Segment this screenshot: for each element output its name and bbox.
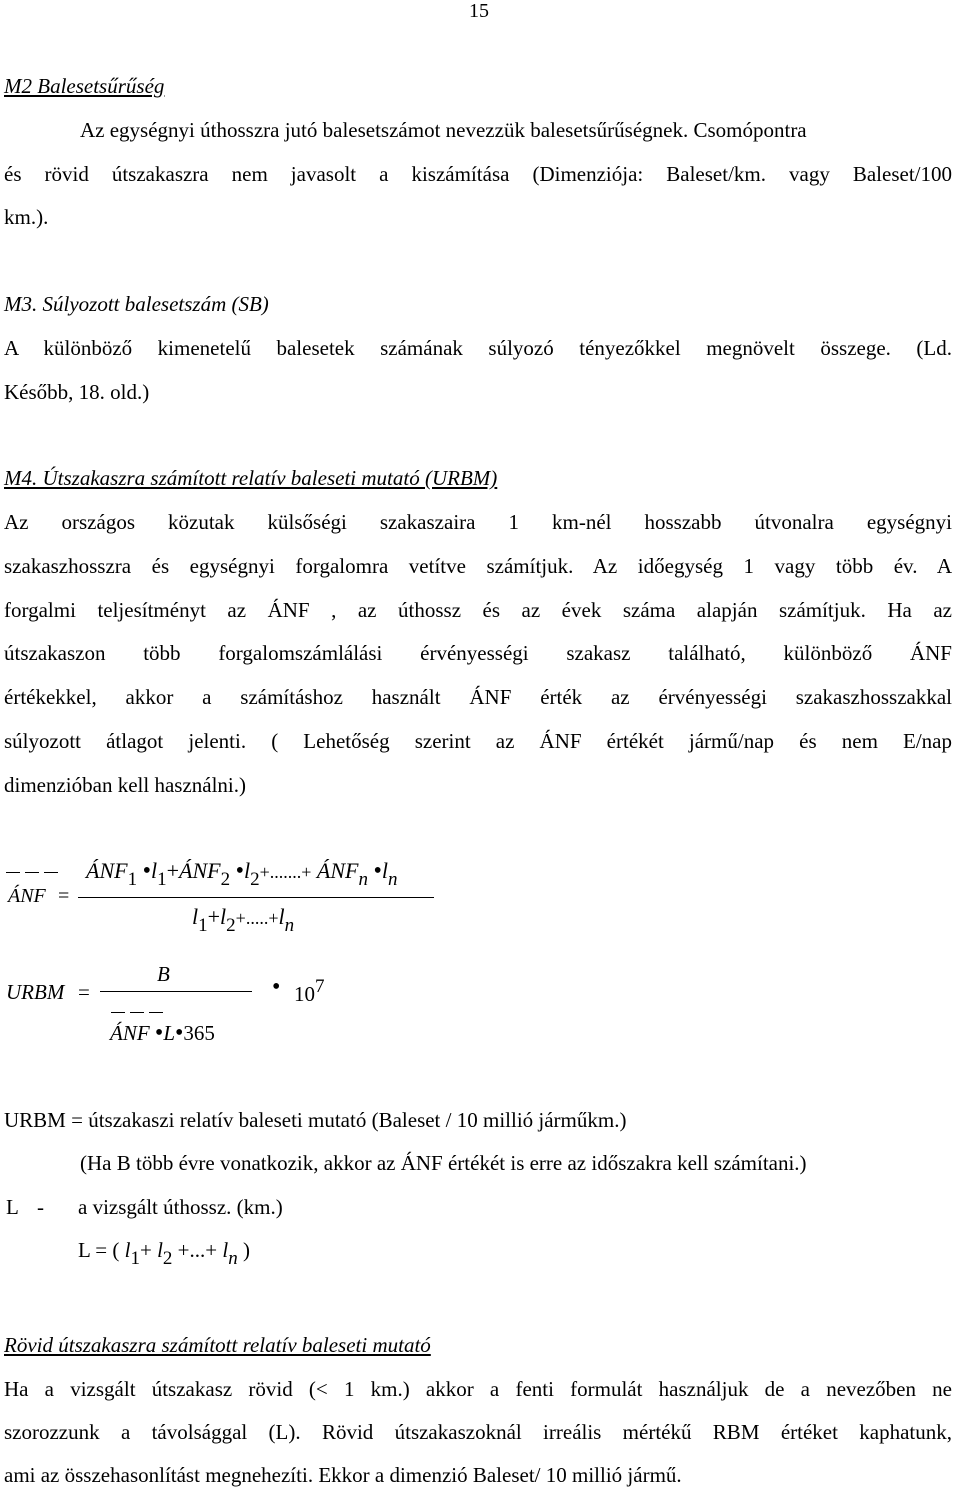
m4-line-1: Az országos közutak külsőségi szakaszaira 1 km-nél hosszabb útvonalra egységnyi (4, 510, 952, 534)
l-label: L (6, 1195, 19, 1219)
formula-urbm-denominator: ÁNF •L•365 (110, 1020, 215, 1046)
m4-line-6: súlyozott átlagot jelenti. ( Lehetőség szerint az ÁNF értékét jármű/nap és nem E/nap (4, 729, 952, 753)
m2-line-2: és rövid útszakaszra nem javasolt a kiszámítása (Dimenziója: Baleset/km. vagy Baleset/100 (4, 162, 952, 186)
m4-line-5: értékekkel, akkor a számításhoz használt ÁNF érték az érvényességi szakaszhosszakkal (4, 685, 952, 709)
m2-line-3: km.). (4, 205, 49, 229)
formula-urbm-eq: = (78, 980, 90, 1004)
short-heading: Rövid útszakaszra számított relatív baleseti mutató (4, 1333, 431, 1357)
l-formula: L = ( l1+ l2 +...+ ln ) (78, 1238, 250, 1269)
formula-urbm-numerator: B (157, 962, 170, 986)
m2-heading: M2 Balesetsűrűség (4, 74, 165, 98)
m2-line-1: Az egységnyi úthosszra jutó balesetszámot nevezzük balesetsűrűségnek. Csomópontra (80, 118, 807, 142)
m4-line-2: szakaszhosszra és egységnyi forgalomra vetítve számítjuk. Az időegység 1 vagy több év. A (4, 554, 952, 578)
m3-line-2: Később, 18. old.) (4, 380, 150, 404)
formula-urbm-lhs: URBM (6, 980, 65, 1004)
b-note: (Ha B több évre vonatkozik, akkor az ÁNF értékét is erre az időszakra kell számítani.) (80, 1151, 807, 1175)
short-line-3: ami az összehasonlítást megnehezíti. Ekkor a dimenzió Baleset/ 10 millió jármű. (4, 1463, 682, 1487)
formula-anf-lhs: ÁNF (8, 885, 46, 907)
urbm-definition: URBM = útszakaszi relatív baleseti mutató (Baleset / 10 millió járműkm.) (4, 1108, 627, 1132)
formula-anf-fraction-bar (78, 897, 434, 898)
formula-anf-eq: = (58, 885, 70, 907)
formula-anf-denominator: l1+l2+.....+ln (192, 904, 295, 936)
l-definition: a vizsgált úthossz. (km.) (78, 1195, 283, 1219)
m4-heading: M4. Útszakaszra számított relatív baleseti mutató (URBM) (4, 466, 498, 490)
l-dash: - (37, 1195, 44, 1219)
m4-line-3: forgalmi teljesítményt az ÁNF , az úthossz és az évek száma alapján számítjuk. Ha az (4, 598, 952, 622)
formula-urbm-fraction-bar (100, 991, 252, 992)
m4-line-7: dimenzióban kell használni.) (4, 773, 247, 797)
short-line-1: Ha a vizsgált útszakasz rövid (< 1 km.) akkor a fenti formulát használjuk de a nevezőben ne (4, 1377, 952, 1401)
page-number: 15 (469, 0, 489, 22)
formula-anf-numerator: ÁNF1 •l1+ÁNF2 •l2+.......+ ÁNFn •ln (86, 858, 398, 890)
formula-urbm-times-dot: • (272, 974, 281, 1000)
m3-line-1: A különböző kimenetelű balesetek számának súlyozó tényezőkkel megnövelt összege. (Ld. (4, 336, 952, 360)
formula-urbm-power: 107 (294, 976, 325, 1006)
m3-heading: M3. Súlyozott balesetszám (SB) (4, 292, 269, 316)
m4-line-4: útszakaszon több forgalomszámlálási érvényességi szakasz található, különböző ÁNF (4, 641, 952, 665)
short-line-2: szorozzunk a távolsággal (L). Rövid útszakaszoknál irreális mértékű RBM értéket kaphatunk, (4, 1420, 952, 1444)
